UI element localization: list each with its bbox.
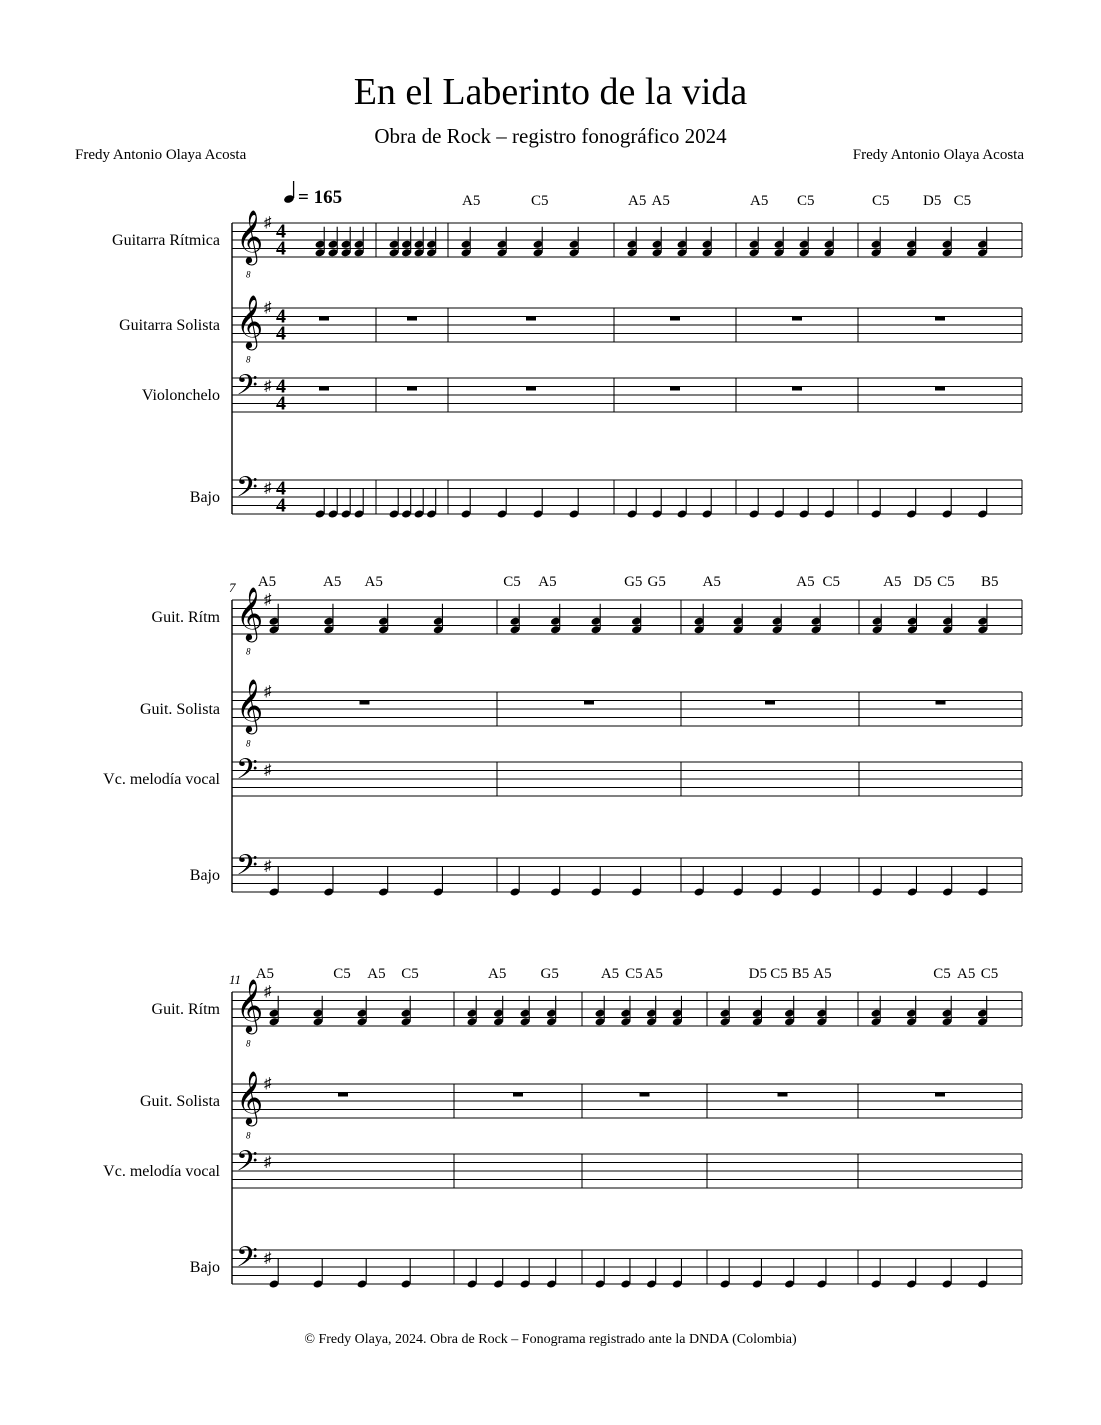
chord-symbol: A5 [323,574,342,590]
sharp-key-signature: ♯ [264,1154,272,1171]
sharp-key-signature: ♯ [264,300,272,316]
whole-rest [526,317,536,321]
tempo-value: = 165 [298,187,343,208]
staff-2 [140,1071,1022,1141]
staff-label: Vc. melodía vocal [103,1163,220,1180]
chord-symbol: C5 [933,966,951,982]
staff-3 [103,755,1022,796]
whole-rest [513,1093,523,1097]
treble-clef-icon: 𝄞 [236,679,264,731]
chord-symbol: D5 [913,574,932,590]
system-3 [103,966,1022,1289]
whole-rest [935,317,945,321]
whole-rest [338,1093,348,1097]
chord-symbol: A5 [488,966,507,982]
staff-label: Guit. Solista [139,701,220,718]
chord-symbol: C5 [937,574,955,590]
octave-eight-mark: 8 [246,354,251,365]
chord-symbol: C5 [953,193,972,209]
tempo-marking [283,181,342,208]
bass-clef-icon: 𝄢 [236,473,258,511]
time-signature-top: 4 [276,305,286,328]
sharp-key-signature: ♯ [264,215,272,231]
chord-symbol: D5 [923,193,942,209]
whole-rest [526,387,536,391]
whole-rest [319,317,329,321]
chord-symbol: C5 [797,193,815,209]
whole-rest [640,1093,650,1097]
chord-symbol: C5 [333,966,351,982]
bass-clef-icon: 𝄢 [236,1243,258,1281]
time-signature-top: 4 [276,477,286,500]
bass-clef-icon: 𝄢 [236,755,258,793]
staff-label: Bajo [189,867,220,884]
composer-left: Fredy Antonio Olaya Acosta [75,147,247,163]
whole-rest [407,317,417,321]
chord-symbol: A5 [651,193,670,209]
whole-rest [407,387,417,391]
chord-symbol: G5 [647,574,666,590]
octave-eight-mark: 8 [246,738,251,749]
measure-number: 7 [229,580,236,595]
octave-eight-mark: 8 [246,1130,251,1141]
bass-clef-icon: 𝄢 [236,371,258,409]
staff-3 [103,1147,1022,1188]
sharp-key-signature: ♯ [264,1076,272,1092]
chord-symbol: C5 [980,966,999,982]
treble-clef-icon: 𝄞 [236,587,264,639]
staff-1 [112,210,1022,280]
chord-symbol: C5 [531,193,549,209]
staff-label: Vc. melodía vocal [103,771,220,788]
chord-symbol: A5 [750,193,769,209]
whole-rest [765,701,775,705]
chord-symbol: A5 [364,574,383,590]
chord-symbol: B5 [791,966,810,982]
sharp-key-signature: ♯ [264,684,272,700]
score-title: En el Laberinto de la vida [353,71,748,113]
sharp-key-signature: ♯ [264,984,272,1000]
treble-clef-icon: 𝄞 [236,979,264,1031]
time-signature-bottom: 4 [276,322,286,345]
octave-eight-mark: 8 [246,646,251,657]
chord-symbol: G5 [624,574,643,590]
whole-rest [670,317,680,321]
staff-label: Guit. Rítm [151,1001,220,1018]
chord-symbol: C5 [625,966,643,982]
bass-clef-icon: 𝄢 [236,1147,258,1185]
whole-rest [792,387,802,391]
sharp-key-signature: ♯ [264,592,272,608]
chord-symbol: G5 [540,966,559,982]
bass-clef-icon: 𝄢 [236,851,258,889]
time-signature-bottom: 4 [276,494,286,517]
staff-2 [119,295,1022,365]
staff-4 [190,1243,1022,1284]
chord-symbol: A5 [813,966,832,982]
staff-4 [190,473,1022,516]
chord-symbol: C5 [872,193,890,209]
chord-symbol: A5 [538,574,557,590]
sharp-key-signature: ♯ [264,762,272,779]
sharp-key-signature: ♯ [264,858,272,875]
sharp-key-signature: ♯ [264,1250,272,1267]
staff-label: Bajo [189,1259,220,1276]
system-2 [103,574,1022,897]
staff-label: Violonchelo [141,387,220,404]
measure-number: 11 [229,972,242,987]
staff-label: Guitarra Rítmica [112,232,220,249]
staff-1 [152,587,1022,657]
chord-symbol: A5 [957,966,976,982]
sharp-key-signature: ♯ [264,480,272,497]
octave-eight-mark: 8 [246,269,251,280]
chord-symbol: C5 [503,574,521,590]
chord-symbol: A5 [883,574,902,590]
time-signature-bottom: 4 [276,392,286,415]
composer-right: Fredy Antonio Olaya Acosta [852,147,1024,163]
chord-symbol: A5 [257,574,277,590]
chord-symbol: C5 [770,966,788,982]
treble-clef-icon: 𝄞 [236,295,264,347]
score-subtitle: Obra de Rock – registro fonográfico 2024 [374,124,727,148]
sharp-key-signature: ♯ [264,378,272,395]
whole-rest [360,701,370,705]
whole-rest [936,701,946,705]
octave-eight-mark: 8 [246,1038,251,1049]
chord-symbol: C5 [822,574,841,590]
whole-rest [319,387,329,391]
chord-symbol: D5 [748,966,768,982]
whole-rest [935,1093,945,1097]
whole-rest [935,387,945,391]
staff-label: Bajo [189,489,220,506]
chord-symbol: A5 [462,193,481,209]
whole-rest [792,317,802,321]
staff-2 [140,679,1022,749]
chord-symbol: A5 [628,193,647,209]
time-signature-top: 4 [276,220,286,243]
chord-symbol: A5 [796,574,815,590]
chord-symbol: A5 [255,966,275,982]
staff-label: Guit. Rítm [151,609,220,626]
staff-label: Guit. Solista [139,1093,220,1110]
whole-rest [670,387,680,391]
whole-rest [584,701,594,705]
chord-symbol: A5 [644,966,663,982]
chord-symbol: A5 [600,966,620,982]
time-signature-top: 4 [276,375,286,398]
time-signature-bottom: 4 [276,237,286,260]
staff-4 [190,851,1022,892]
system-1 [112,193,1022,519]
staff-3 [142,371,1022,414]
treble-clef-icon: 𝄞 [236,1071,264,1123]
staff-1 [152,979,1022,1049]
treble-clef-icon: 𝄞 [236,210,264,262]
chord-symbol: A5 [702,574,721,590]
staff-label: Guitarra Solista [119,317,220,334]
whole-rest [778,1093,788,1097]
chord-symbol: B5 [981,574,999,590]
copyright-footer: © Fredy Olaya, 2024. Obra de Rock – Fonograma registrado ante la DNDA (Colombia) [304,1332,797,1347]
chord-symbol: A5 [367,966,386,982]
chord-symbol: C5 [401,966,419,982]
